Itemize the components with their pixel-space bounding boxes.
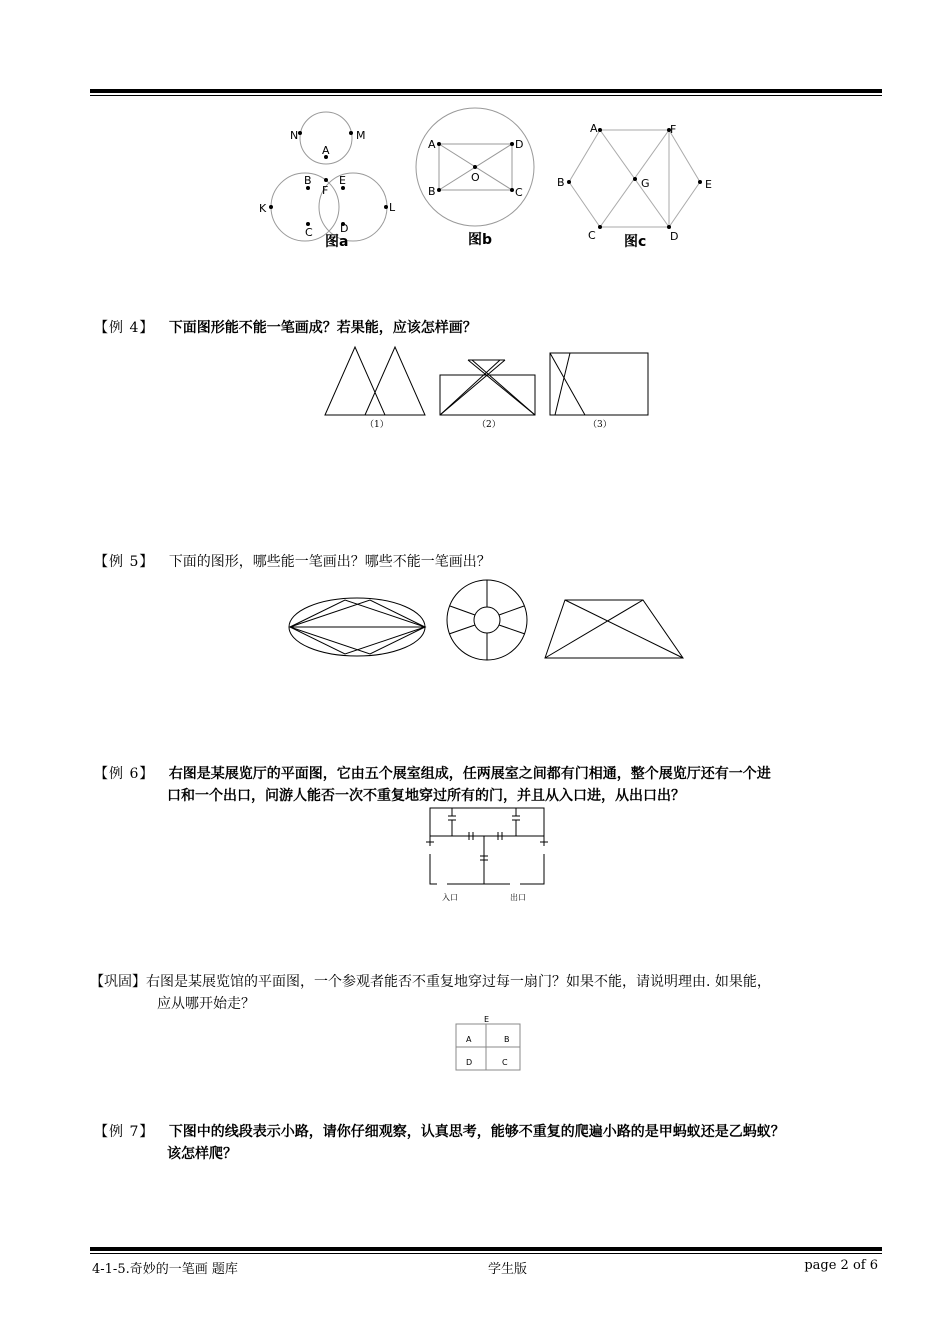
fig-b-label-d: D bbox=[515, 138, 524, 151]
fig-a-label-a: A bbox=[322, 144, 330, 157]
example6-text-1: 右图是某展览厅的平面图，它由五个展室组成，任两展室之间都有门相通，整个展览厅还有一个进 bbox=[168, 766, 771, 782]
consolidate-room-b: B bbox=[504, 1035, 510, 1044]
fig-b-label-b: B bbox=[428, 185, 436, 198]
example7-tag: 【例 7】 bbox=[94, 1124, 155, 1140]
example6-entrance-label: 入口 bbox=[442, 893, 458, 902]
fig-c-label-c: C bbox=[588, 229, 596, 242]
fig-c-label-e: E bbox=[705, 178, 712, 191]
fig-c-label-g: G bbox=[641, 177, 650, 190]
consolidate-room-a: A bbox=[466, 1035, 472, 1044]
example4-caption-3: （3） bbox=[588, 420, 612, 430]
figure-c bbox=[550, 115, 720, 255]
fig-c-label-b: B bbox=[557, 176, 565, 189]
fig-c-label-f: F bbox=[670, 123, 677, 136]
fig-c-caption: 图c bbox=[624, 234, 647, 250]
fig-b-label-c: C bbox=[515, 186, 523, 199]
fig-a-label-f: F bbox=[322, 184, 329, 197]
fig-a-label-n: N bbox=[290, 129, 299, 142]
example6-exit-label: 出口 bbox=[510, 893, 526, 902]
fig-c-label-a: A bbox=[590, 122, 598, 135]
footer-rule-thin bbox=[90, 1253, 882, 1254]
example5-question bbox=[94, 551, 491, 573]
fig-a-label-c: C bbox=[305, 226, 313, 239]
consolidate-question bbox=[90, 971, 890, 1015]
example5-text: 下面的图形，哪些能一笔画出？哪些不能一笔画出？ bbox=[168, 554, 491, 570]
consolidate-room-e: E bbox=[484, 1015, 490, 1024]
fig-a-label-m: M bbox=[356, 129, 366, 142]
example7-question bbox=[94, 1121, 894, 1165]
figure-a bbox=[250, 105, 410, 255]
header-rule-thin bbox=[90, 95, 882, 96]
fig-a-caption: 图a bbox=[325, 234, 349, 250]
example4-figures bbox=[320, 345, 655, 435]
header-rule-thick bbox=[90, 89, 882, 93]
example5-tag: 【例 5】 bbox=[94, 554, 155, 570]
fig-b-caption: 图b bbox=[468, 232, 493, 248]
example6-tag: 【例 6】 bbox=[94, 766, 155, 782]
fig-a-label-b: B bbox=[304, 174, 312, 187]
example5-figures bbox=[285, 578, 685, 663]
consolidate-room-d: D bbox=[466, 1058, 473, 1067]
fig-b-label-a: A bbox=[428, 138, 436, 151]
consolidate-tag: 【巩固】 bbox=[90, 974, 146, 990]
fig-a-label-d: D bbox=[340, 222, 349, 235]
fig-c-label-d: D bbox=[670, 230, 679, 243]
footer-rule-thick bbox=[90, 1247, 882, 1251]
consolidate-text-2: 应从哪开始走？ bbox=[157, 996, 255, 1012]
example7-text-2: 该怎样爬？ bbox=[167, 1146, 237, 1162]
consolidate-room-c: C bbox=[502, 1058, 508, 1067]
example6-text-2: 口和一个出口，问游人能否一次不重复地穿过所有的门，并且从入口进，从出口出？ bbox=[167, 788, 685, 804]
fig-a-label-k: K bbox=[259, 202, 267, 215]
fig-a-label-l: L bbox=[389, 201, 396, 214]
example6-question bbox=[94, 763, 884, 807]
figure-b bbox=[410, 105, 550, 250]
footer-page-number: page 2 of 6 bbox=[804, 1258, 878, 1273]
consolidate-text-1: 右图是某展览馆的平面图，一个参观者能否不重复地穿过每一扇门？如果不能，请说明理由. 如果能， bbox=[146, 974, 771, 990]
example6-floor-plan bbox=[422, 806, 552, 906]
fig-a-label-e: E bbox=[339, 174, 346, 187]
example4-caption-2: （2） bbox=[477, 420, 501, 430]
example4-text: 下面图形能不能一笔画成？若果能，应该怎样画？ bbox=[168, 320, 477, 336]
example7-text-1: 下图中的线段表示小路，请你仔细观察，认真思考，能够不重复的爬遍小路的是甲蚂蚁还是乙蚂蚁？ bbox=[168, 1124, 785, 1140]
fig-b-label-o: O bbox=[471, 171, 480, 184]
example4-caption-1: （1） bbox=[365, 420, 389, 430]
footer-center: 学生版 bbox=[488, 1262, 528, 1277]
footer-left: 4-1-5.奇妙的一笔画 题库 bbox=[92, 1262, 238, 1277]
example4-question bbox=[94, 317, 477, 339]
consolidate-floor-plan bbox=[448, 1012, 528, 1074]
example4-tag: 【例 4】 bbox=[94, 320, 155, 336]
